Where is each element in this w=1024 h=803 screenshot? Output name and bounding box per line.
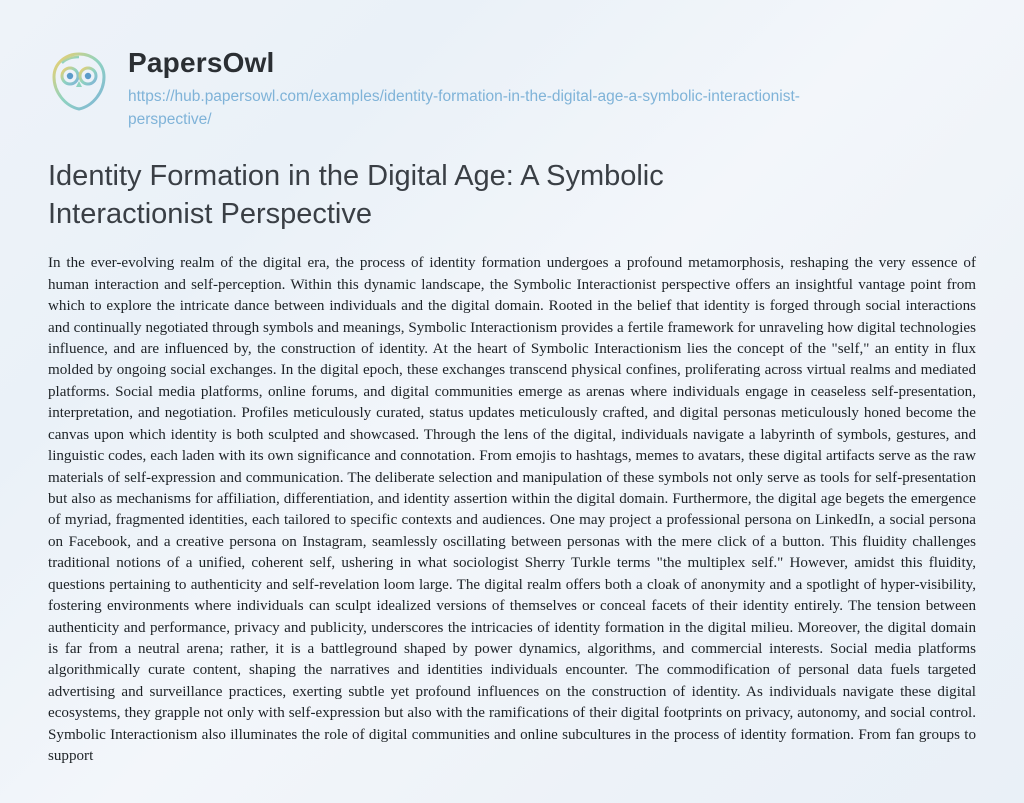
page-title: Identity Formation in the Digital Age: A Symbolic Interactionist Perspective xyxy=(48,160,664,230)
source-url-link[interactable]: https://hub.papersowl.com/examples/identity-formation-in-the-digital-age-a-symbolic-interactionist-perspective/ xyxy=(128,87,800,129)
brand-block xyxy=(128,46,868,131)
owl-logo-icon xyxy=(48,50,110,112)
site-header xyxy=(48,46,976,132)
brand-name: PapersOwl xyxy=(128,47,275,78)
article-body: In the ever-evolving realm of the digital era, the process of identity formation undergoes a profound metamorphosis, reshaping the very essence of human interaction and self-perception. Within this dynamic landscape, the Symbolic Interactionist perspective offers an insightful vantage point from which to explore the intricate dance between individuals and the digital domain. Rooted in the belief that identity is forged through social interactions and continually negotiated through symbols and meanings, Symbolic Interactionism provides a fertile framework for unraveling how digital technologies influence, and are influenced by, the construction of identity. At the heart of Symbolic Interactionism lies the concept of the "self," an entity in flux molded by ongoing social exchanges. In the digital epoch, these exchanges transcend physical confines, proliferating across virtual realms and mediated platforms. Social media platforms, online forums, and digital communities emerge as arenas where individuals engage in ceaseless self-presentation, interpretation, and negotiation. Profiles meticulously curated, status updates meticulously crafted, and digital personas meticulously honed become the canvas upon which identity is both sculpted and showcased. Through the lens of the digital, individuals navigate a labyrinth of symbols, gestures, and linguistic codes, each laden with its own significance and connotation. From emojis to hashtags, memes to avatars, these digital artifacts serve as the raw materials of self-expression and communication. The deliberate selection and manipulation of these symbols not only serve as tools for self-presentation but also as mechanisms for affiliation, differentiation, and identity assertion within the digital domain. Furthermore, the digital age begets the emergence of myriad, fragmented identities, each tailored to specific contexts and audiences. One may project a professional persona on LinkedIn, a social persona on Facebook, and a creative persona on Instagram, seamlessly oscillating between personas with the mere click of a button. This fluidity challenges traditional notions of a unified, coherent self, ushering in what sociologist Sherry Turkle terms "the multiplex self." However, amidst this fluidity, questions pertaining to authenticity and self-revelation loom large. The digital realm offers both a cloak of anonymity and a spotlight of hyper-visibility, fostering environments where individuals can sculpt idealized versions of themselves or conceal facets of their identity entirely. The tension between authenticity and performance, privacy and publicity, underscores the intricacies of identity formation in the digital milieu. Moreover, the digital domain is far from a neutral arena; rather, it is a battleground shaped by power dynamics, algorithms, and commercial interests. Social media platforms algorithmically curate content, shaping the narratives and identities individuals encounter. The commodification of personal data fuels targeted advertising and surveillance practices, exerting subtle yet profound influences on the construction of identity. As individuals navigate these digital ecosystems, they grapple not only with self-expression but also with the ramifications of their digital footprints on privacy, autonomy, and social control. Symbolic Interactionism also illuminates the role of digital communities and online subcultures in the process of identity formation. From fan groups to support xyxy=(48,255,976,765)
